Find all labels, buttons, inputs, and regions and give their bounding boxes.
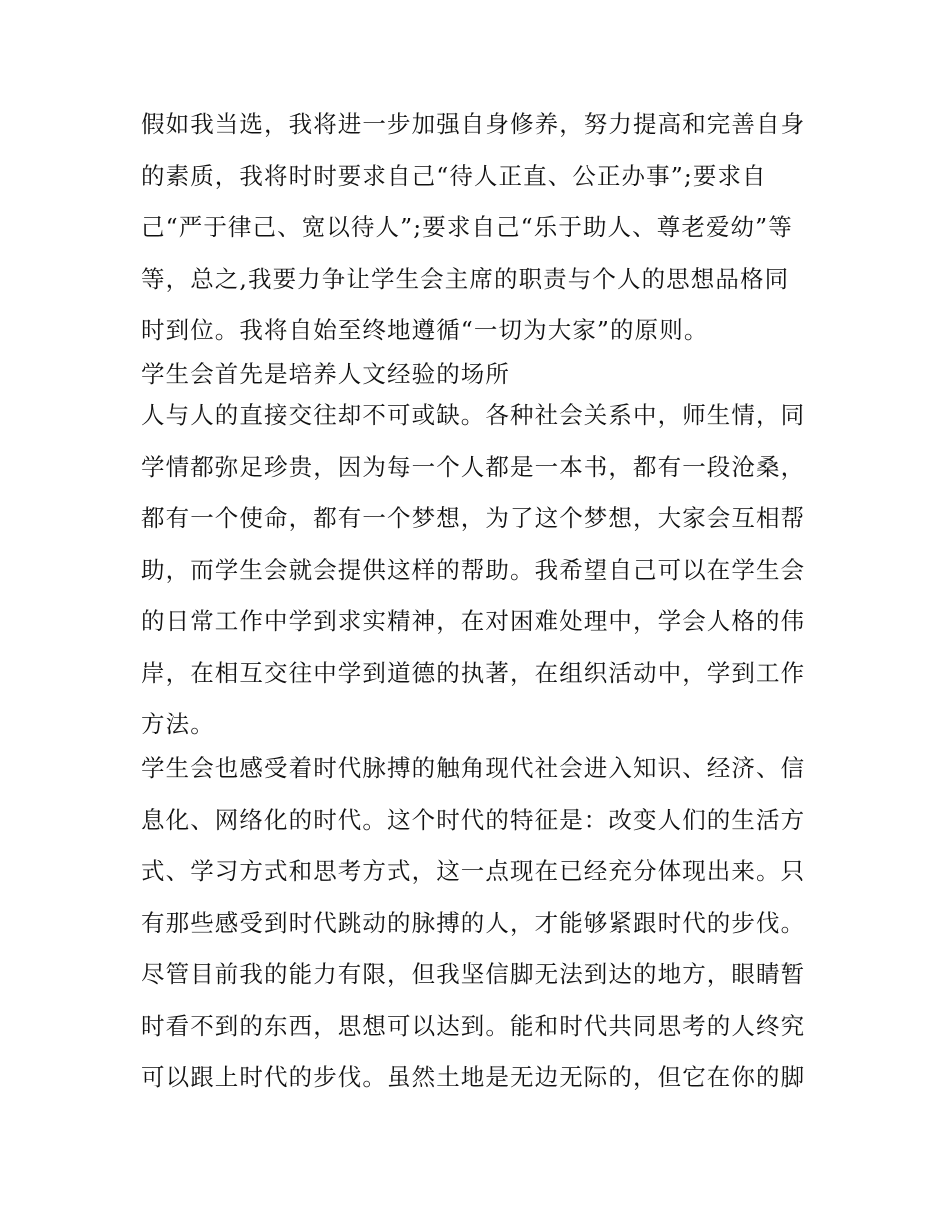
text-line: 己“严于律己、宽以待人”;要求自己“乐于助人、尊老爱幼”等 (141, 213, 793, 241)
text-line: 时到位。我将自始至终地遵循“一切为大家”的原则。 (141, 316, 709, 344)
text-line: 都有一个使命，都有一个梦想，为了这个梦想，大家会互相帮 (141, 504, 806, 532)
text-line: 式、学习方式和思考方式，这一点现在已经充分体现出来。只 (141, 857, 806, 885)
text-line: 的日常工作中学到求实精神，在对困难处理中，学会人格的伟 (141, 607, 806, 635)
text-line: 方法。 (141, 710, 215, 738)
text-line: 学情都弥足珍贵，因为每一个人都是一本书，都有一段沧桑， (141, 452, 806, 481)
paragraph-human-relations (141, 399, 821, 740)
text-line: 息化、网络化的时代。这个时代的特征是：改变人们的生活方 (141, 805, 806, 834)
text-line: 有那些感受到时代跳动的脉搏的人，才能够紧跟时代的步伐。 (141, 908, 806, 937)
text-line: 岸，在相互交往中学到道德的执著，在组织活动中，学到工作 (141, 658, 806, 687)
text-line: 助，而学生会就会提供这样的帮助。我希望自己可以在学生会 (141, 555, 806, 584)
text-line: 的素质，我将时时要求自己“待人正直、公正办事”;要求自 (141, 161, 767, 190)
text-line: 可以跟上时代的步伐。虽然土地是无边无际的，但它在你的脚 (141, 1063, 806, 1091)
heading-line: 学生会首先是培养人文经验的场所 (141, 360, 510, 388)
text-line: 时看不到的东西，思想可以达到。能和时代共同思考的人终究 (141, 1011, 806, 1040)
text-line: 假如我当选，我将进一步加强自身修养，努力提高和完善自身 (141, 110, 806, 138)
text-line: 等，总之,我要力争让学生会主席的职责与个人的思想品格同 (141, 264, 790, 293)
section-heading (141, 358, 821, 390)
document-body (141, 108, 821, 1093)
text-line: 人与人的直接交往却不可或缺。各种社会关系中，师生情，同 (141, 401, 806, 429)
text-line: 尽管目前我的能力有限，但我坚信脚无法到达的地方，眼睛暂 (141, 960, 806, 988)
paragraph-candidacy-pledge (141, 108, 821, 346)
paragraph-era-pulse (141, 752, 821, 1093)
text-line: 学生会也感受着时代脉搏的触角现代社会进入知识、经济、信 (141, 754, 806, 782)
